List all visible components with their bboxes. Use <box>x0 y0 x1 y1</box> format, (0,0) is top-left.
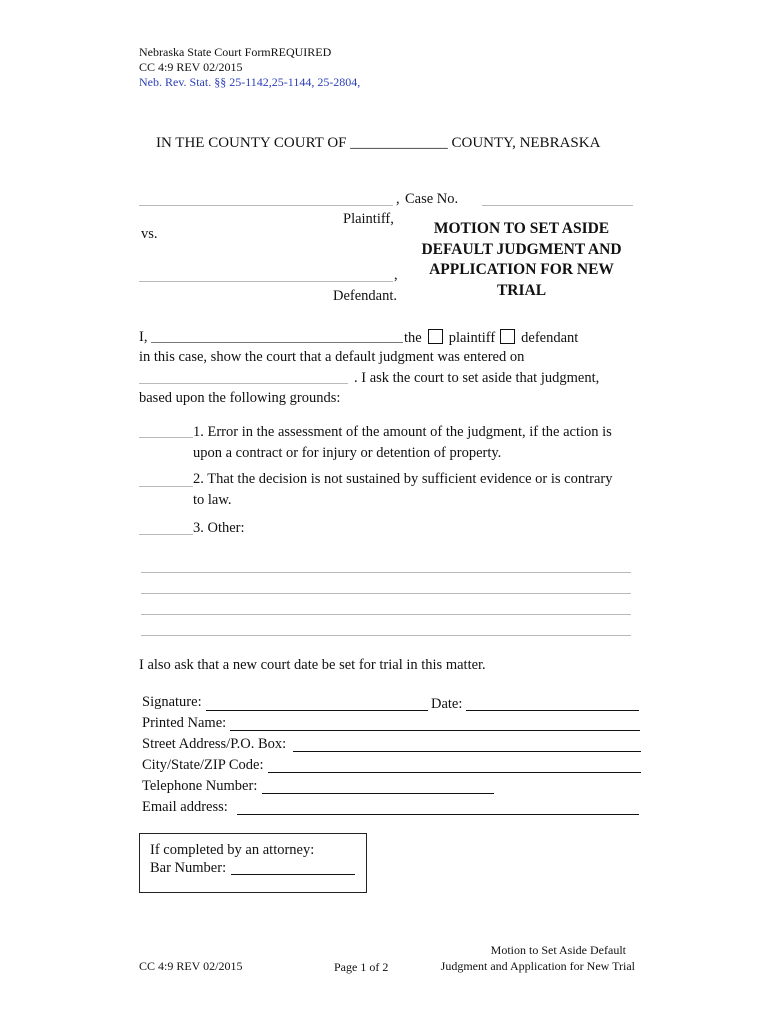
street-address-label: Street Address/P.O. Box: <box>142 736 287 752</box>
defendant-option-label: defendant <box>521 330 579 346</box>
ground-1-text: 1. Error in the assessment of the amount of the judgment, if the action is <box>193 424 612 440</box>
printed-name-label: Printed Name: <box>142 715 227 731</box>
plaintiff-name-field[interactable] <box>139 205 393 206</box>
ground-1-initial-field[interactable] <box>139 437 193 438</box>
printed-name-field[interactable] <box>230 730 640 731</box>
party-role-selector <box>404 329 578 347</box>
the-label: the <box>404 330 422 346</box>
defendant-name-field[interactable] <box>139 281 393 282</box>
movant-intro-label: I, <box>139 329 148 345</box>
email-label: Email address: <box>142 799 228 815</box>
signature-label: Signature: <box>142 694 202 710</box>
email-field[interactable] <box>237 814 639 815</box>
plaintiff-comma: , <box>396 191 400 207</box>
other-ground-line-4[interactable] <box>141 635 631 636</box>
statute-reference: Neb. Rev. Stat. §§ 25-1142,25-1144, 25-2804, <box>139 75 361 89</box>
ground-2-text: 2. That the decision is not sustained by sufficient evidence or is contrary <box>193 471 613 487</box>
case-number-field[interactable] <box>482 205 633 206</box>
telephone-field[interactable] <box>262 793 494 794</box>
telephone-label: Telephone Number: <box>142 778 258 794</box>
title-line-2: DEFAULT JUDGMENT AND <box>421 240 622 258</box>
other-ground-line-2[interactable] <box>141 593 631 594</box>
versus-label: vs. <box>141 226 158 242</box>
judgment-date-field[interactable] <box>139 383 348 384</box>
footer-form-title-line1: Motion to Set Aside Default <box>490 943 626 957</box>
date-field[interactable] <box>466 710 639 711</box>
footer-page-number: Page 1 of 2 <box>334 960 389 974</box>
court-caption-suffix: COUNTY, NEBRASKA <box>451 135 601 151</box>
county-name-blank[interactable]: _____________ <box>350 135 448 151</box>
ground-2-text-cont: to law. <box>193 492 232 508</box>
ground-1-text-cont: upon a contract or for injury or detention of property. <box>193 445 502 461</box>
defendant-checkbox[interactable] <box>500 329 515 344</box>
plaintiff-option-label: plaintiff <box>448 330 496 346</box>
document-title <box>405 219 638 301</box>
title-line-1: MOTION TO SET ASIDE <box>433 220 610 237</box>
new-trial-request: I also ask that a new court date be set for trial in this matter. <box>139 657 486 673</box>
court-caption <box>156 135 600 152</box>
signature-field[interactable] <box>206 710 428 711</box>
footer-form-title-line2: Judgment and Application for New Trial <box>440 959 635 973</box>
ground-2-initial-field[interactable] <box>139 486 193 487</box>
city-state-zip-field[interactable] <box>268 772 641 773</box>
body-line-3: . I ask the court to set aside that judgment, <box>354 370 600 386</box>
footer-form-id: CC 4:9 REV 02/2015 <box>139 959 243 973</box>
ground-3-text: 3. Other: <box>193 520 245 536</box>
court-caption-prefix: IN THE COUNTY COURT OF <box>156 135 347 151</box>
bar-number-label: Bar Number: <box>150 860 227 876</box>
defendant-label: Defendant. <box>333 288 398 304</box>
movant-name-field[interactable] <box>151 342 403 343</box>
plaintiff-label: Plaintiff, <box>343 211 394 227</box>
body-line-2: in this case, show the court that a default judgment was entered on <box>139 349 525 365</box>
ground-3-initial-field[interactable] <box>139 534 193 535</box>
other-ground-line-1[interactable] <box>141 572 631 573</box>
other-ground-line-3[interactable] <box>141 614 631 615</box>
title-line-4: TRIAL <box>496 281 547 299</box>
street-address-field[interactable] <box>293 751 641 752</box>
form-header-line2: CC 4:9 REV 02/2015 <box>139 60 243 74</box>
form-header-line1: Nebraska State Court FormREQUIRED <box>139 45 332 59</box>
defendant-comma: , <box>394 267 398 283</box>
plaintiff-checkbox[interactable] <box>428 329 443 344</box>
title-line-3: APPLICATION FOR NEW <box>429 261 614 278</box>
case-no-label: Case No. <box>405 191 459 207</box>
date-label: Date: <box>431 696 463 712</box>
attorney-box-heading: If completed by an attorney: <box>150 842 315 858</box>
city-state-zip-label: City/State/ZIP Code: <box>142 757 264 773</box>
body-line-4: based upon the following grounds: <box>139 390 341 406</box>
bar-number-field[interactable] <box>231 874 355 875</box>
